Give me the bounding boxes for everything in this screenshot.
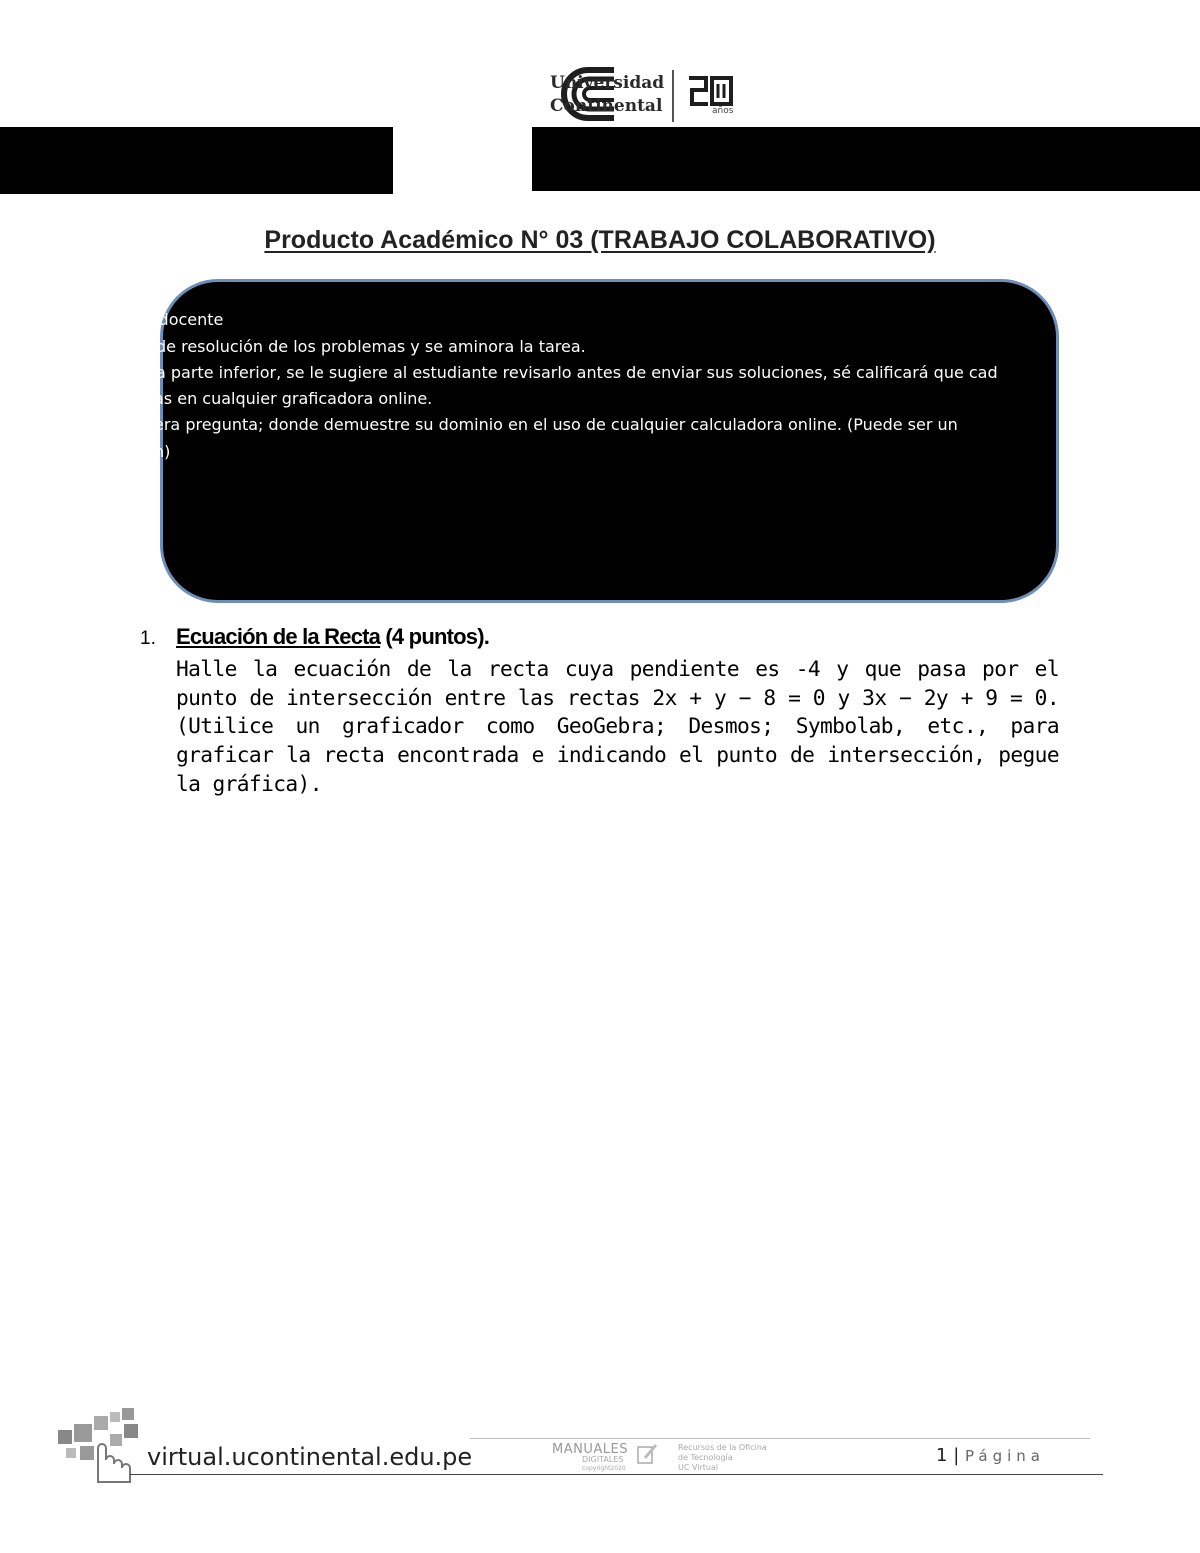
page-word: Página — [965, 1447, 1045, 1465]
manuales-description-line: de Tecnología — [678, 1453, 733, 1462]
footer-rule — [130, 1474, 1103, 1475]
instruction-line: a parte inferior, se le sugiere al estudiante revisarlo antes de enviar sus soluciones, sé calificará que cad — [156, 363, 998, 382]
logo-divider — [672, 70, 674, 122]
question-number: 1. — [140, 628, 156, 649]
question-points: (4 puntos). — [380, 624, 490, 649]
question-body: Halle la ecuación de la recta cuya pendiente es -4 y que pasa por el punto de intersección entre las rectas 2x + y − 8 = 0 y 3x − 2y + 9 = 0. (Utilice un graficador como GeoGebra; Desmos; Symbolab, etc., para graficar la recta encontrada e indicando el punto de intersección, pegue la gráfica). — [176, 656, 1059, 796]
document-title: Producto Académico N° 03 (TRABAJO COLABORATIVO) — [264, 226, 936, 254]
pencil-book-icon — [636, 1441, 658, 1465]
logo-line-2: Continental — [550, 96, 663, 116]
instruction-line: l docente — [149, 310, 224, 329]
page-separator: | — [953, 1445, 960, 1466]
manuales-description-line: UC Virtual — [678, 1463, 719, 1472]
redaction-bar-right — [532, 127, 1200, 191]
anniversary-label: años — [712, 106, 734, 116]
instruction-line: era pregunta; donde demuestre su dominio en el uso de cualquier calculadora online. (Puede ser un — [154, 415, 958, 434]
logo-line-1: Universidad — [550, 73, 665, 93]
university-name — [550, 72, 664, 118]
question-topic: Ecuación de la Recta — [176, 624, 381, 649]
instructions-box — [149, 279, 1059, 603]
instruction-line: n) — [154, 442, 171, 461]
instruction-line: as en cualquier graficadora online. — [154, 389, 433, 408]
footer-rule-upper — [470, 1438, 1090, 1439]
manuales-copyright: copyright2020 — [582, 1465, 626, 1472]
footer-url: virtual.ucontinental.edu.pe — [147, 1443, 473, 1471]
question-heading — [176, 624, 489, 650]
redaction-bar-left — [0, 127, 393, 194]
page-indicator — [936, 1445, 1045, 1466]
manuales-description-line: Recursos de la Oficina — [678, 1443, 767, 1452]
manuales-logo-text: MANUALES — [552, 1442, 628, 1457]
manuales-description — [678, 1443, 767, 1473]
page-number: 1 — [936, 1445, 948, 1466]
instruction-line: de resolución de los problemas y se aminora la tarea. — [156, 337, 586, 356]
digitales-logo-text: DIGITALES — [582, 1455, 624, 1464]
